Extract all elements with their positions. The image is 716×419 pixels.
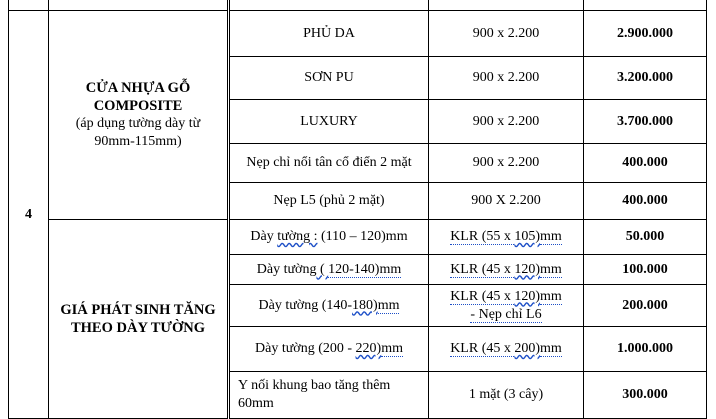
item-price: 100.000 xyxy=(584,255,707,285)
table-row-partial xyxy=(9,0,707,11)
table-row xyxy=(9,220,707,255)
cell-empty xyxy=(9,0,49,11)
category-title: CỬA NHỰA GỖ xyxy=(85,80,191,96)
item-size: 900 x 2.200 xyxy=(429,144,584,183)
cell-empty xyxy=(429,0,584,11)
item-spec: KLR (55 x 105)mm xyxy=(429,220,584,255)
item-price: 3.200.000 xyxy=(584,57,707,100)
item-name: SƠN PU xyxy=(229,57,429,100)
item-name: Dày tường (140-180)mm xyxy=(229,285,429,327)
item-spec: KLR (45 x 120)mm - Nẹp chỉ L6 xyxy=(429,285,584,327)
item-size: 900 x 2.200 xyxy=(429,57,584,100)
item-price: 50.000 xyxy=(584,220,707,255)
item-name: Dày tường (200 - 220)mm xyxy=(229,327,429,372)
item-name: Dày tường ( 120-140)mm xyxy=(229,255,429,285)
category-wall-thickness-surcharge xyxy=(49,220,229,419)
item-spec: KLR (45 x 200)mm xyxy=(429,327,584,372)
category-title: GIÁ PHÁT SINH TĂNG xyxy=(60,302,216,318)
item-name: Y nối khung bao tăng thêm 60mm xyxy=(229,372,429,419)
item-price: 300.000 xyxy=(584,372,707,419)
item-name: Nẹp chỉ nổi tân cổ điển 2 mặt xyxy=(229,144,429,183)
item-name: Nẹp L5 (phủ 2 mặt) xyxy=(229,183,429,220)
item-size: 900 x 2.200 xyxy=(429,100,584,144)
category-title: THEO DÀY TƯỜNG xyxy=(70,320,205,336)
item-name: PHỦ DA xyxy=(229,11,429,57)
item-spec-line2: - Nẹp chỉ L6 xyxy=(470,306,542,322)
item-price: 2.900.000 xyxy=(584,11,707,57)
category-composite-door xyxy=(49,11,229,220)
category-title: COMPOSITE xyxy=(93,98,183,114)
item-price: 400.000 xyxy=(584,144,707,183)
cell-empty xyxy=(584,0,707,11)
item-spec: 1 mặt (3 cây) xyxy=(429,372,584,419)
item-spec: KLR (45 x 120)mm xyxy=(429,255,584,285)
category-note: (áp dụng tường dày từ xyxy=(75,116,201,131)
cell-empty xyxy=(49,0,229,11)
category-note: 90mm-115mm) xyxy=(94,134,182,149)
item-size: 900 x 2.200 xyxy=(429,11,584,57)
item-name: LUXURY xyxy=(229,100,429,144)
item-price: 3.700.000 xyxy=(584,100,707,144)
group-number: 4 xyxy=(9,11,49,419)
price-table xyxy=(8,0,707,419)
item-price: 200.000 xyxy=(584,285,707,327)
item-size: 900 X 2.200 xyxy=(429,183,584,220)
table-row xyxy=(9,11,707,57)
item-name: Dày tường : (110 – 120)mm xyxy=(229,220,429,255)
cell-empty xyxy=(229,0,429,11)
item-price: 400.000 xyxy=(584,183,707,220)
item-price: 1.000.000 xyxy=(584,327,707,372)
